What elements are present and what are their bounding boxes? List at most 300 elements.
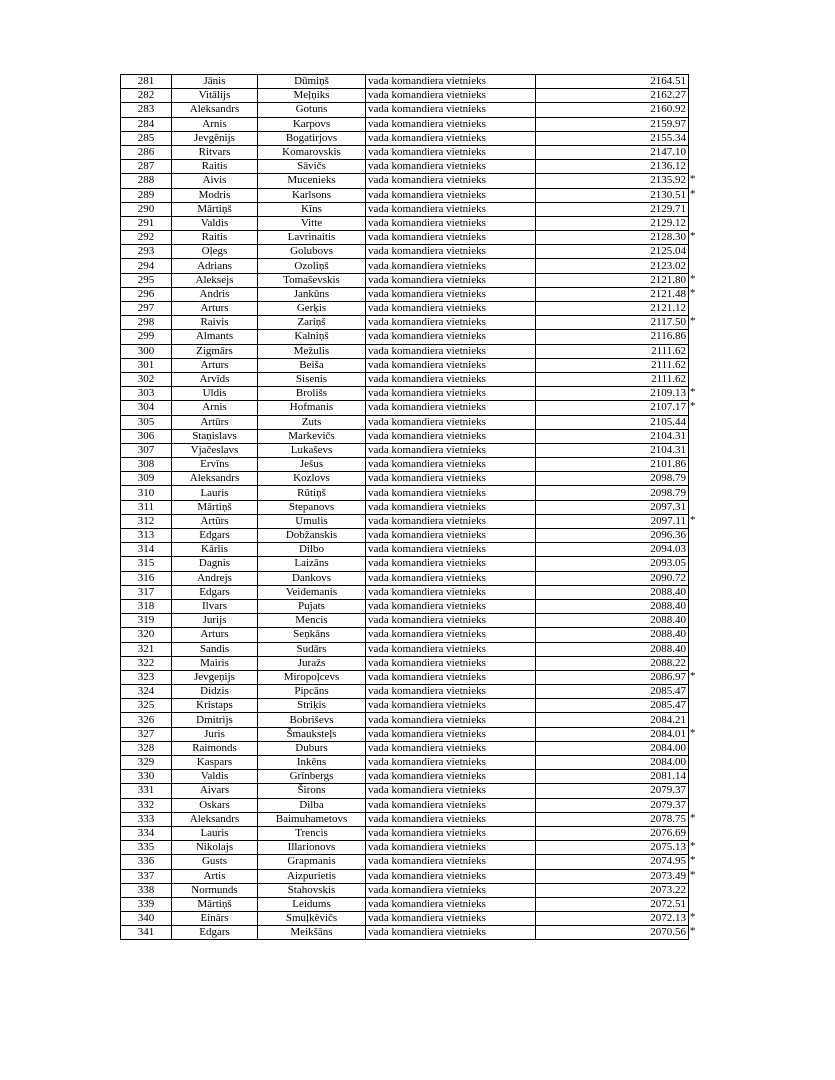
- table-row: [121, 415, 689, 429]
- first-name: Aivis: [172, 174, 258, 188]
- amount-value: 2094.03: [650, 543, 686, 556]
- amount-cell: [536, 685, 689, 699]
- first-name: Einārs: [172, 912, 258, 926]
- first-name: Uldis: [172, 387, 258, 401]
- first-name: Jurijs: [172, 614, 258, 628]
- amount-value: 2116.86: [650, 330, 686, 343]
- table-row: [121, 670, 689, 684]
- last-name: Gerķis: [258, 302, 366, 316]
- first-name: Artis: [172, 869, 258, 883]
- first-name: Aleksandrs: [172, 472, 258, 486]
- row-number: 298: [121, 316, 172, 330]
- table-row: [121, 685, 689, 699]
- amount-value: 2088.40: [650, 614, 686, 627]
- first-name: Ritvars: [172, 145, 258, 159]
- amount-value: 2121.12: [650, 302, 686, 315]
- asterisk-mark: *: [690, 272, 696, 285]
- amount-cell: [536, 344, 689, 358]
- row-number: 296: [121, 287, 172, 301]
- row-number: 334: [121, 826, 172, 840]
- row-number: 297: [121, 302, 172, 316]
- position-title: vada komandiera vietnieks: [366, 103, 536, 117]
- amount-value: 2072.13: [650, 912, 686, 925]
- last-name: Mencis: [258, 614, 366, 628]
- table-row: [121, 571, 689, 585]
- amount-value: 2076.69: [650, 827, 686, 840]
- row-number: 325: [121, 699, 172, 713]
- amount-value: 2088.40: [650, 585, 686, 598]
- first-name: Valdis: [172, 216, 258, 230]
- position-title: vada komandiera vietnieks: [366, 699, 536, 713]
- table-row: [121, 784, 689, 798]
- last-name: Dankovs: [258, 571, 366, 585]
- amount-cell: [536, 811, 696, 826]
- last-name: Karpovs: [258, 117, 366, 131]
- position-title: vada komandiera vietnieks: [366, 344, 536, 358]
- first-name: Ilvars: [172, 599, 258, 613]
- position-title: vada komandiera vietnieks: [366, 727, 536, 741]
- amount-value: 2097.11: [650, 514, 686, 527]
- table-row: [121, 358, 689, 372]
- amount-value: 2136.12: [650, 160, 686, 173]
- amount-value: 2084.21: [650, 713, 686, 726]
- last-name: Umulis: [258, 514, 366, 528]
- asterisk-mark: *: [690, 669, 696, 682]
- asterisk-mark: *: [690, 286, 696, 299]
- position-title: vada komandiera vietnieks: [366, 443, 536, 457]
- amount-cell: [536, 713, 689, 727]
- amount-value: 2070.56: [650, 926, 686, 939]
- amount-value: 2135.92: [650, 174, 686, 187]
- position-title: vada komandiera vietnieks: [366, 855, 536, 869]
- table-row: [121, 259, 689, 273]
- position-title: vada komandiera vietnieks: [366, 543, 536, 557]
- row-number: 320: [121, 628, 172, 642]
- position-title: vada komandiera vietnieks: [366, 557, 536, 571]
- position-title: vada komandiera vietnieks: [366, 231, 536, 245]
- position-title: vada komandiera vietnieks: [366, 188, 536, 202]
- position-title: vada komandiera vietnieks: [366, 486, 536, 500]
- table-row: [121, 174, 689, 188]
- position-title: vada komandiera vietnieks: [366, 458, 536, 472]
- row-number: 341: [121, 926, 172, 940]
- table-row: [121, 883, 689, 897]
- amount-cell: [536, 529, 689, 543]
- position-title: vada komandiera vietnieks: [366, 685, 536, 699]
- amount-cell: [536, 656, 689, 670]
- table-row: [121, 727, 689, 741]
- last-name: Ješus: [258, 458, 366, 472]
- row-number: 336: [121, 855, 172, 869]
- row-number: 324: [121, 685, 172, 699]
- row-number: 329: [121, 756, 172, 770]
- amount-cell: [536, 726, 696, 741]
- last-name: Leidums: [258, 897, 366, 911]
- amount-cell: [536, 117, 689, 131]
- amount-value: 2107.17: [650, 401, 686, 414]
- last-name: Grīnbergs: [258, 770, 366, 784]
- amount-cell: [536, 443, 689, 457]
- amount-cell: [536, 585, 689, 599]
- table-row: [121, 273, 689, 287]
- table-row: [121, 89, 689, 103]
- first-name: Kristaps: [172, 699, 258, 713]
- last-name: Meikšāns: [258, 926, 366, 940]
- last-name: Ozoliņš: [258, 259, 366, 273]
- position-title: vada komandiera vietnieks: [366, 160, 536, 174]
- asterisk-mark: *: [690, 386, 696, 399]
- table-row: [121, 897, 689, 911]
- last-name: Jankūns: [258, 287, 366, 301]
- amount-value: 2085.47: [650, 699, 686, 712]
- amount-cell: [536, 840, 696, 855]
- last-name: Duburs: [258, 741, 366, 755]
- row-number: 328: [121, 741, 172, 755]
- first-name: Mārtiņš: [172, 897, 258, 911]
- amount-cell: [536, 883, 689, 897]
- amount-cell: [536, 868, 696, 883]
- amount-value: 2088.40: [650, 628, 686, 641]
- first-name: Gusts: [172, 855, 258, 869]
- last-name: Laizāns: [258, 557, 366, 571]
- first-name: Adrians: [172, 259, 258, 273]
- asterisk-mark: *: [690, 911, 696, 924]
- table-row: [121, 216, 689, 230]
- last-name: Lukaševs: [258, 443, 366, 457]
- amount-cell: [536, 302, 689, 316]
- amount-value: 2078.75: [650, 812, 686, 825]
- row-number: 322: [121, 656, 172, 670]
- last-name: Stahovskis: [258, 883, 366, 897]
- table-row: [121, 770, 689, 784]
- amount-cell: [536, 358, 689, 372]
- first-name: Oļegs: [172, 245, 258, 259]
- row-number: 293: [121, 245, 172, 259]
- first-name: Raitis: [172, 160, 258, 174]
- table-row: [121, 145, 689, 159]
- position-title: vada komandiera vietnieks: [366, 514, 536, 528]
- position-title: vada komandiera vietnieks: [366, 131, 536, 145]
- last-name: Šmauksteļs: [258, 727, 366, 741]
- amount-cell: [536, 500, 689, 514]
- amount-cell: [536, 145, 689, 159]
- row-number: 282: [121, 89, 172, 103]
- position-title: vada komandiera vietnieks: [366, 117, 536, 131]
- amount-cell: [536, 557, 689, 571]
- row-number: 309: [121, 472, 172, 486]
- position-title: vada komandiera vietnieks: [366, 599, 536, 613]
- amount-value: 2125.04: [650, 245, 686, 258]
- last-name: Dilba: [258, 798, 366, 812]
- amount-cell: [536, 770, 689, 784]
- last-name: Kīns: [258, 202, 366, 216]
- position-title: vada komandiera vietnieks: [366, 273, 536, 287]
- table-row: [121, 628, 689, 642]
- position-title: vada komandiera vietnieks: [366, 75, 536, 89]
- first-name: Normunds: [172, 883, 258, 897]
- first-name: Almants: [172, 330, 258, 344]
- amount-value: 2085.47: [650, 685, 686, 698]
- last-name: Sisenis: [258, 372, 366, 386]
- first-name: Jevgeņijs: [172, 670, 258, 684]
- table-row: [121, 472, 689, 486]
- last-name: Rūtiņš: [258, 486, 366, 500]
- first-name: Raitis: [172, 231, 258, 245]
- position-title: vada komandiera vietnieks: [366, 897, 536, 911]
- table-row: [121, 387, 689, 401]
- position-title: vada komandiera vietnieks: [366, 642, 536, 656]
- table-row: [121, 614, 689, 628]
- table-row: [121, 869, 689, 883]
- row-number: 315: [121, 557, 172, 571]
- amount-value: 2079.37: [650, 784, 686, 797]
- amount-cell: [536, 272, 696, 287]
- table-row: [121, 231, 689, 245]
- last-name: Sudārs: [258, 642, 366, 656]
- last-name: Komarovskis: [258, 145, 366, 159]
- amount-value: 2129.12: [650, 216, 686, 229]
- amount-cell: [536, 628, 689, 642]
- last-name: Seņkāns: [258, 628, 366, 642]
- last-name: Pipcāns: [258, 685, 366, 699]
- table-row: [121, 372, 689, 386]
- table-row: [121, 926, 689, 940]
- first-name: Juris: [172, 727, 258, 741]
- row-number: 290: [121, 202, 172, 216]
- position-title: vada komandiera vietnieks: [366, 259, 536, 273]
- amount-value: 2086.97: [650, 670, 686, 683]
- asterisk-mark: *: [690, 400, 696, 413]
- last-name: Hofmanis: [258, 401, 366, 415]
- amount-cell: [536, 315, 696, 330]
- amount-cell: [536, 486, 689, 500]
- table-row: [121, 826, 689, 840]
- row-number: 305: [121, 415, 172, 429]
- row-number: 303: [121, 387, 172, 401]
- first-name: Edgars: [172, 585, 258, 599]
- row-number: 286: [121, 145, 172, 159]
- first-name: Didzis: [172, 685, 258, 699]
- position-title: vada komandiera vietnieks: [366, 202, 536, 216]
- row-number: 337: [121, 869, 172, 883]
- amount-cell: [536, 599, 689, 613]
- position-title: vada komandiera vietnieks: [366, 883, 536, 897]
- last-name: Meļņiks: [258, 89, 366, 103]
- row-number: 314: [121, 543, 172, 557]
- first-name: Dagnis: [172, 557, 258, 571]
- amount-cell: [536, 911, 696, 926]
- amount-value: 2097.31: [650, 500, 686, 513]
- row-number: 283: [121, 103, 172, 117]
- table-row: [121, 302, 689, 316]
- position-title: vada komandiera vietnieks: [366, 216, 536, 230]
- first-name: Arvīds: [172, 372, 258, 386]
- amount-value: 2155.34: [650, 131, 686, 144]
- amount-cell: [536, 826, 689, 840]
- row-number: 301: [121, 358, 172, 372]
- row-number: 331: [121, 784, 172, 798]
- position-title: vada komandiera vietnieks: [366, 302, 536, 316]
- asterisk-mark: *: [690, 315, 696, 328]
- row-number: 294: [121, 259, 172, 273]
- first-name: Mārtiņš: [172, 500, 258, 514]
- amount-value: 2117.50: [650, 316, 686, 329]
- last-name: Dūmiņš: [258, 75, 366, 89]
- first-name: Artūrs: [172, 415, 258, 429]
- table-row: [121, 344, 689, 358]
- last-name: Tomaševskis: [258, 273, 366, 287]
- last-name: Gotuns: [258, 103, 366, 117]
- first-name: Arturs: [172, 302, 258, 316]
- amount-cell: [536, 925, 696, 940]
- position-title: vada komandiera vietnieks: [366, 401, 536, 415]
- amount-cell: [536, 429, 689, 443]
- table-body: [121, 75, 696, 940]
- amount-value: 2072.51: [650, 897, 686, 910]
- amount-value: 2073.49: [650, 869, 686, 882]
- last-name: Dilbo: [258, 543, 366, 557]
- last-name: Baimuhametovs: [258, 812, 366, 826]
- amount-cell: [536, 699, 689, 713]
- table-row: [121, 798, 689, 812]
- amount-value: 2084.00: [650, 756, 686, 769]
- table-row: [121, 117, 689, 131]
- amount-cell: [536, 415, 689, 429]
- first-name: Jevgēnijs: [172, 131, 258, 145]
- table-row: [121, 131, 689, 145]
- table-row: [121, 500, 689, 514]
- table-row: [121, 103, 689, 117]
- row-number: 288: [121, 174, 172, 188]
- first-name: Andrejs: [172, 571, 258, 585]
- first-name: Vjačeslavs: [172, 443, 258, 457]
- amount-cell: [536, 330, 689, 344]
- position-title: vada komandiera vietnieks: [366, 89, 536, 103]
- amount-value: 2079.37: [650, 798, 686, 811]
- row-number: 285: [121, 131, 172, 145]
- asterisk-mark: *: [690, 187, 696, 200]
- first-name: Zigmārs: [172, 344, 258, 358]
- position-title: vada komandiera vietnieks: [366, 826, 536, 840]
- personnel-table: [120, 74, 696, 940]
- first-name: Ervīns: [172, 458, 258, 472]
- amount-cell: [536, 472, 689, 486]
- row-number: 307: [121, 443, 172, 457]
- amount-cell: [536, 741, 689, 755]
- row-number: 321: [121, 642, 172, 656]
- row-number: 284: [121, 117, 172, 131]
- row-number: 310: [121, 486, 172, 500]
- last-name: Vitte: [258, 216, 366, 230]
- table-row: [121, 514, 689, 528]
- table-row: [121, 188, 689, 202]
- last-name: Mežulis: [258, 344, 366, 358]
- last-name: Kalniņš: [258, 330, 366, 344]
- amount-cell: [536, 897, 689, 911]
- table-row: [121, 429, 689, 443]
- amount-value: 2129.71: [650, 202, 686, 215]
- first-name: Staņislavs: [172, 429, 258, 443]
- table-row: [121, 812, 689, 826]
- amount-cell: [536, 89, 689, 103]
- position-title: vada komandiera vietnieks: [366, 656, 536, 670]
- last-name: Trencis: [258, 826, 366, 840]
- last-name: Zariņš: [258, 316, 366, 330]
- position-title: vada komandiera vietnieks: [366, 869, 536, 883]
- position-title: vada komandiera vietnieks: [366, 387, 536, 401]
- position-title: vada komandiera vietnieks: [366, 585, 536, 599]
- amount-value: 2111.62: [651, 373, 686, 386]
- first-name: Nikolajs: [172, 841, 258, 855]
- last-name: Striķis: [258, 699, 366, 713]
- amount-value: 2130.51: [650, 188, 686, 201]
- asterisk-mark: *: [690, 925, 696, 938]
- last-name: Sāvičs: [258, 160, 366, 174]
- position-title: vada komandiera vietnieks: [366, 756, 536, 770]
- position-title: vada komandiera vietnieks: [366, 628, 536, 642]
- table-row: [121, 75, 689, 89]
- row-number: 316: [121, 571, 172, 585]
- amount-cell: [536, 131, 689, 145]
- table-row: [121, 458, 689, 472]
- row-number: 327: [121, 727, 172, 741]
- amount-cell: [536, 458, 689, 472]
- position-title: vada komandiera vietnieks: [366, 358, 536, 372]
- table-row: [121, 287, 689, 301]
- amount-value: 2111.62: [651, 344, 686, 357]
- last-name: Grapmanis: [258, 855, 366, 869]
- amount-value: 2084.00: [650, 741, 686, 754]
- amount-cell: [536, 75, 689, 89]
- first-name: Aleksandrs: [172, 812, 258, 826]
- first-name: Lauris: [172, 826, 258, 840]
- first-name: Oskars: [172, 798, 258, 812]
- amount-cell: [536, 756, 689, 770]
- row-number: 287: [121, 160, 172, 174]
- amount-cell: [536, 230, 696, 245]
- last-name: Bogatirjovs: [258, 131, 366, 145]
- row-number: 311: [121, 500, 172, 514]
- position-title: vada komandiera vietnieks: [366, 770, 536, 784]
- first-name: Valdis: [172, 770, 258, 784]
- amount-value: 2164.51: [650, 75, 686, 88]
- position-title: vada komandiera vietnieks: [366, 174, 536, 188]
- last-name: Lavrinaitis: [258, 231, 366, 245]
- amount-value: 2075.13: [650, 841, 686, 854]
- table-row: [121, 585, 689, 599]
- table-row: [121, 912, 689, 926]
- table-row: [121, 699, 689, 713]
- table-row: [121, 756, 689, 770]
- row-number: 302: [121, 372, 172, 386]
- row-number: 292: [121, 231, 172, 245]
- last-name: Dobžanskis: [258, 529, 366, 543]
- position-title: vada komandiera vietnieks: [366, 415, 536, 429]
- asterisk-mark: *: [690, 230, 696, 243]
- position-title: vada komandiera vietnieks: [366, 372, 536, 386]
- amount-value: 2121.48: [650, 287, 686, 300]
- table-row: [121, 713, 689, 727]
- first-name: Arturs: [172, 628, 258, 642]
- table-row: [121, 245, 689, 259]
- row-number: 332: [121, 798, 172, 812]
- last-name: Stepanovs: [258, 500, 366, 514]
- last-name: Brolišs: [258, 387, 366, 401]
- amount-value: 2084.01: [650, 727, 686, 740]
- position-title: vada komandiera vietnieks: [366, 812, 536, 826]
- row-number: 335: [121, 841, 172, 855]
- row-number: 308: [121, 458, 172, 472]
